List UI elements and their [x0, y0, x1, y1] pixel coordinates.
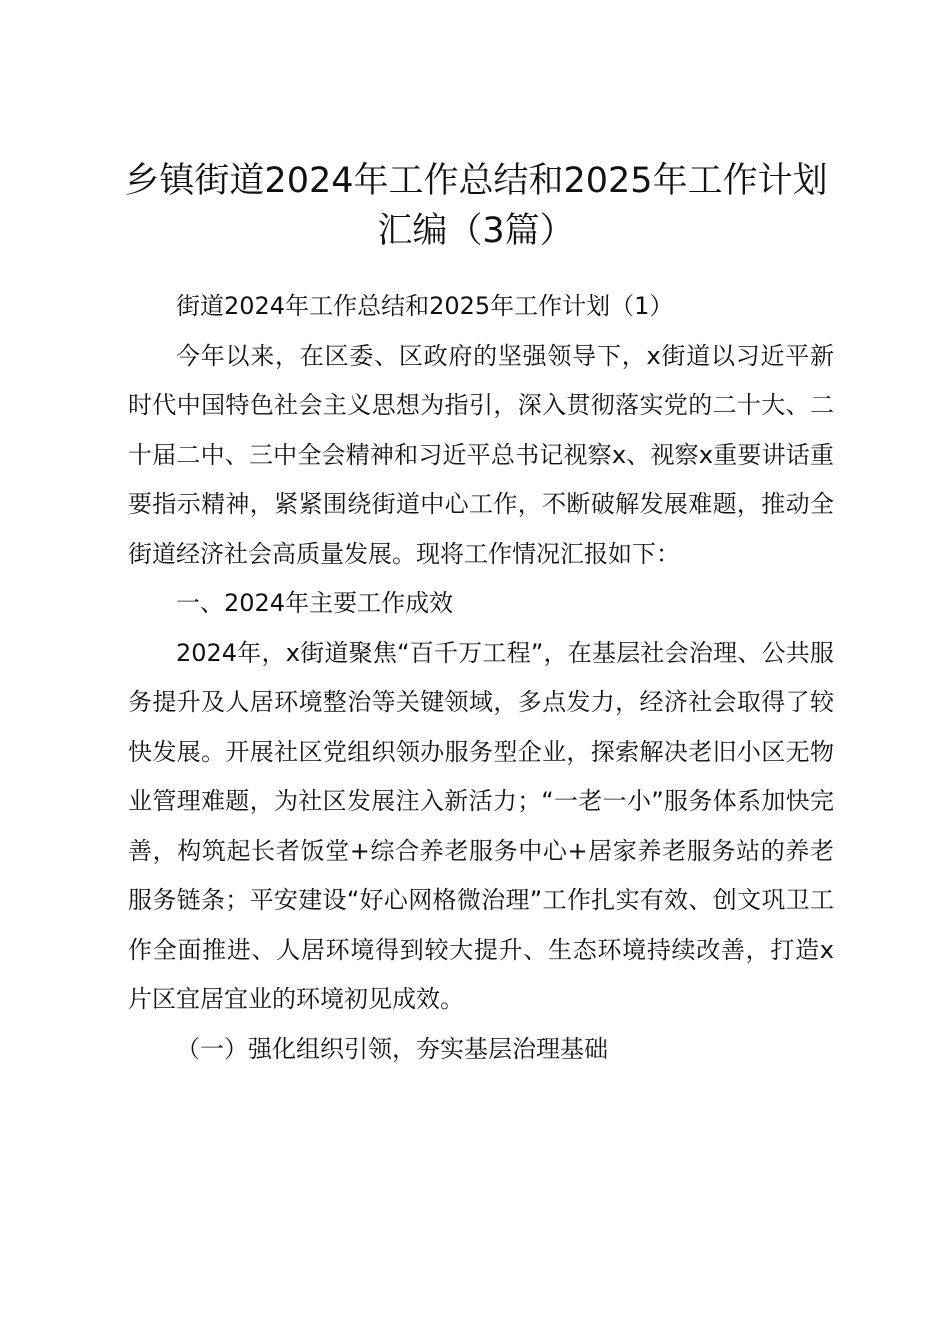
subsection-heading: （一）强化组织引领，夯实基层治理基础 [176, 1034, 608, 1063]
intro-paragraph: 今年以来，在区委、区政府的坚强领导下，x街道以习近平新时代中国特色社会主义思想为指引，深入贯彻落实党的二十大、二十届二中、三中全会精神和习近平总书记视察x、视察x重要讲话重要指示精神，紧紧围绕街道中心工作，不断破解发展难题，推动全街道经济社会高质量发展。现将工作情况汇报如下： [128, 341, 834, 568]
document-body [128, 282, 834, 1074]
document-title: 乡镇街道2024年工作总结和2025年工作计划汇编（3篇） [124, 161, 828, 251]
document-subtitle: 街道2024年工作总结和2025年工作计划（1） [176, 292, 674, 320]
achievements-paragraph: 2024年，x街道聚焦“百千万工程”，在基层社会治理、公共服务提升及人居环境整治等关键领域，多点发力，经济社会取得了较快发展。开展社区党组织领办服务型企业，探索解决老旧小区无物业管理难题，为社区发展注入新活力；“一老一小”服务体系加快完善，构筑起长者饭堂+综合养老服务中心+居家养老服务站的养老服务链条；平安建设“好心网格微治理”工作扎实有效、创文巩卫工作全面推进、人居环境得到较大提升、生态环境持续改善，打造x片区宜居宜业的环境初见成效。 [128, 638, 834, 1013]
section-heading: 一、2024年主要工作成效 [176, 589, 454, 617]
